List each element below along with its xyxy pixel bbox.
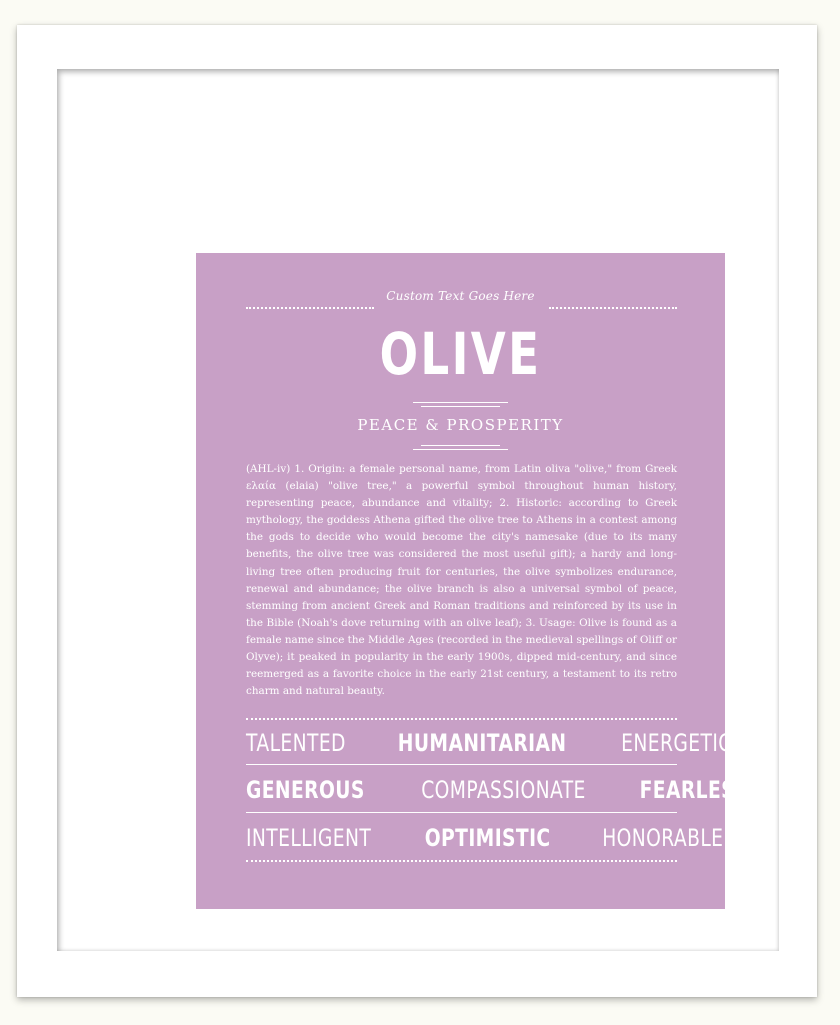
print-name: OLIVE [379,320,542,388]
trait-word: GENEROUS [246,776,365,804]
trait-word: ENERGETIC [621,729,732,757]
trait-word: HUMANITARIAN [397,729,567,757]
rule-above-meaning [413,402,508,403]
trait-row [246,725,732,761]
name-print [196,253,749,909]
trait-separator [246,812,677,813]
dotted-divider-traits-bottom [246,860,677,862]
name-meaning: PEACE & PROSPERITY [357,416,564,434]
dotted-divider-right [549,307,677,309]
dotted-divider-left [246,307,374,309]
trait-row [246,820,724,856]
trait-separator [246,764,677,765]
trait-word: INTELLIGENT [246,824,372,852]
rule-below-meaning-short [421,445,500,446]
dotted-divider-traits-top [246,718,677,720]
rule-below-meaning [413,449,508,450]
trait-word: FEARLESS [639,776,749,804]
trait-row [246,772,749,808]
custom-text: Custom Text Goes Here [386,289,535,303]
trait-word: COMPASSIONATE [421,776,587,804]
picture-frame [17,25,817,997]
frame-mat [57,69,779,951]
trait-word: HONORABLE [602,824,724,852]
trait-word: OPTIMISTIC [424,824,551,852]
rule-above-meaning-short [421,406,500,407]
trait-word: TALENTED [246,729,346,757]
name-definition: (AHL-iv) 1. Origin: a female personal name, from Latin oliva "olive," from Greek ελαία (elaia) "olive tree," a powerful symbol throughout human history, representing peace, abundance and vitality; 2. Historic: according to Greek mythology, the goddess Athena gifted the olive tree to Athens in a contest among the gods to decide who would become the city's namesake (due to its many benefits, the olive tree was considered the most useful gift); a hardy and long-living tree often producing fruit for centuries, the olive symbolizes endurance, renewal and abundance; the olive branch is also a universal symbol of peace, stemming from ancient Greek and Roman traditions and reinforced by its use in the Bible (Noah's dove returning with an olive leaf); 3. Usage: Olive is found as a female name since the Middle Ages (recorded in the medieval spellings of Oliff or Olyve); it peaked in popularity in the early 1900s, dipped mid-century, and since reemerged as a favorite choice in the early 21st century, a testament to its retro charm and natural beauty. [246,463,677,698]
